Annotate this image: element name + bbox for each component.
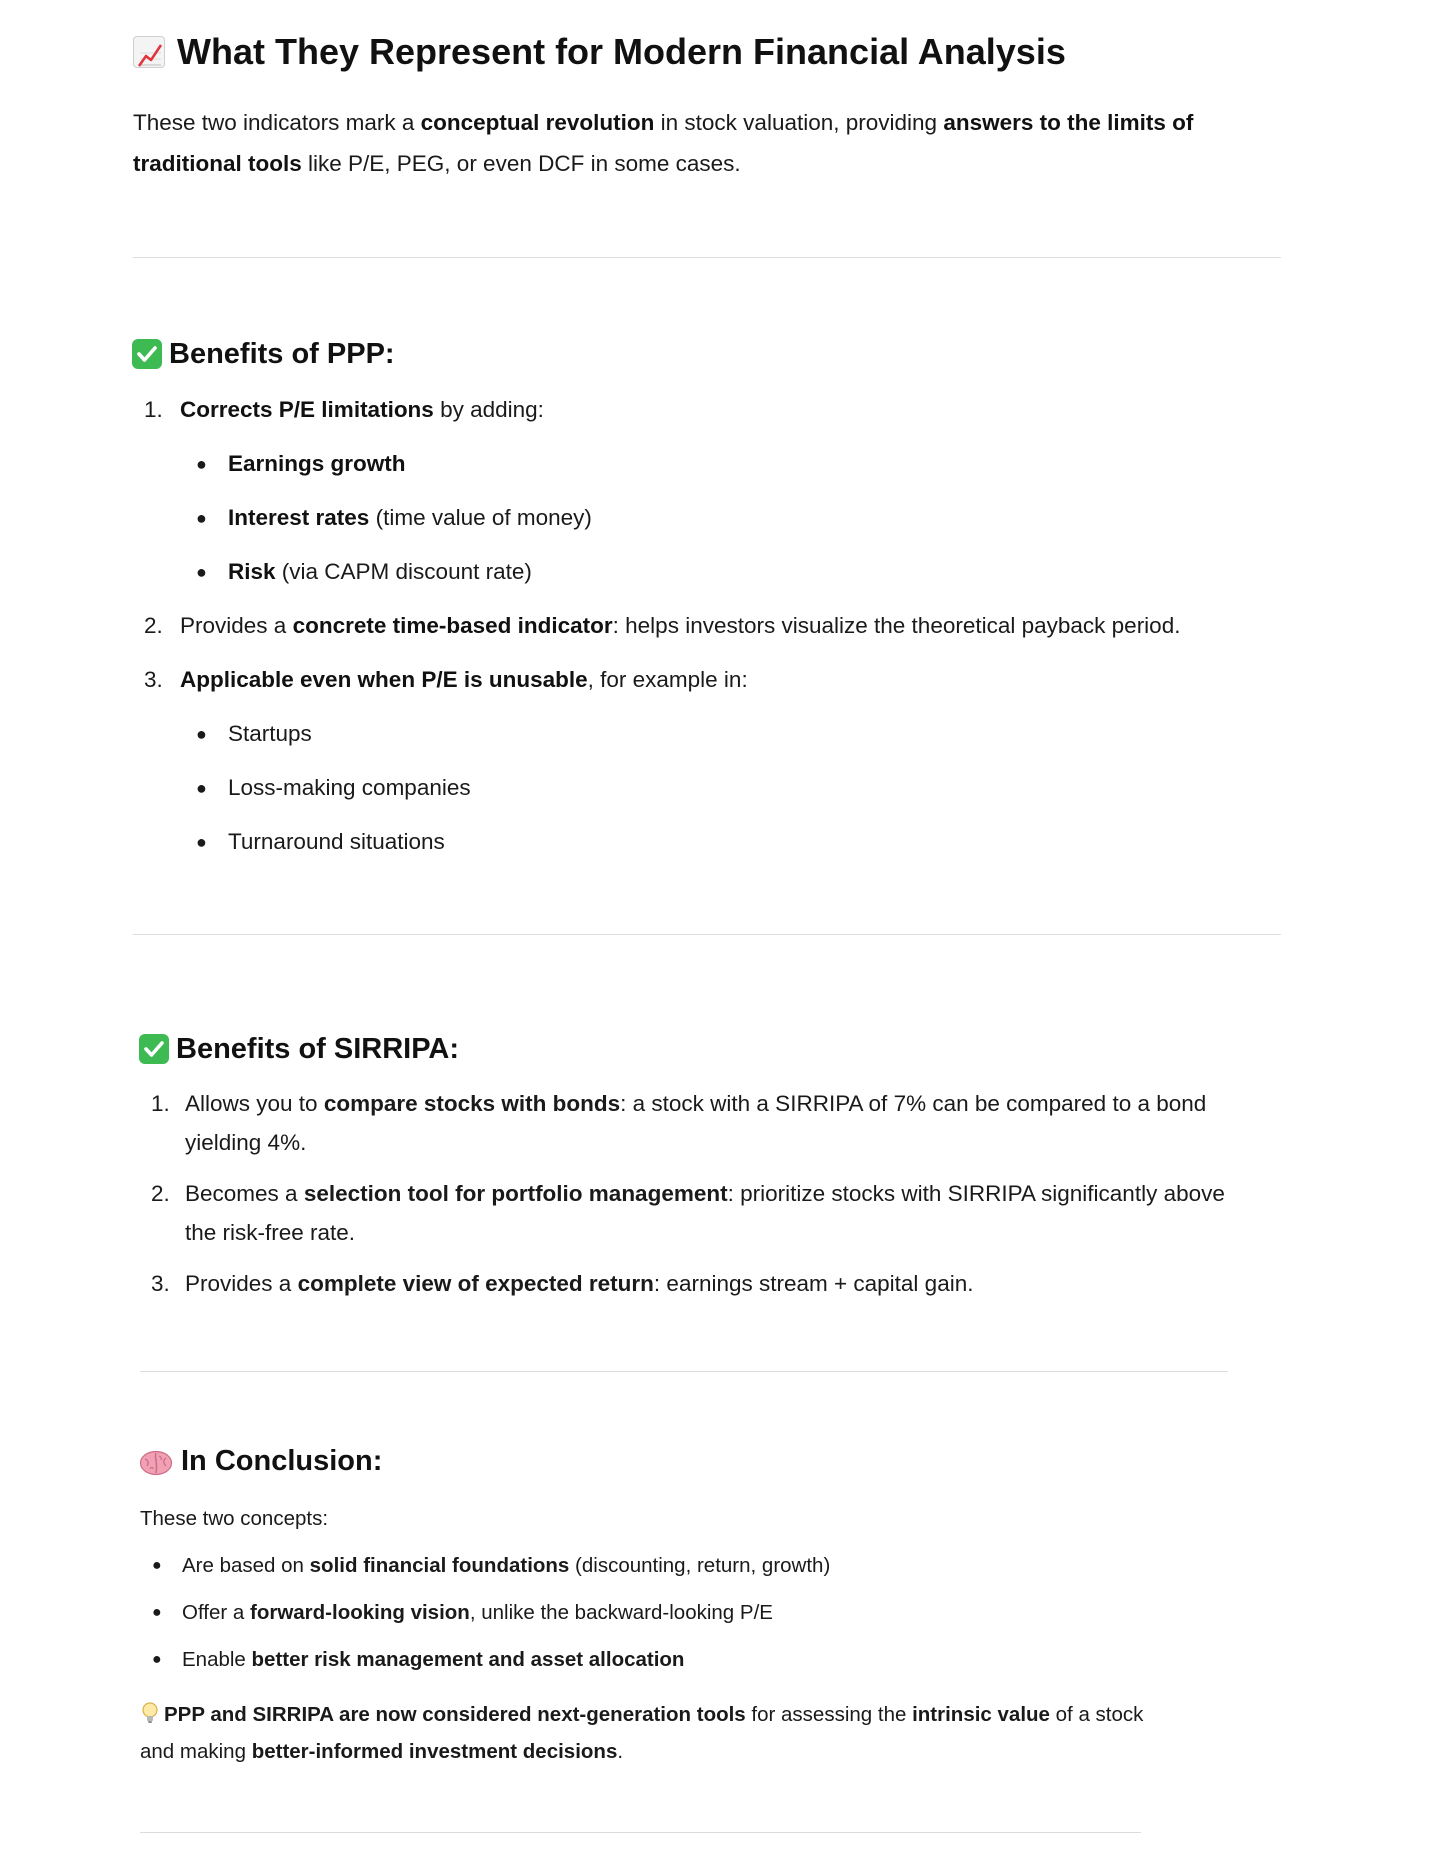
list-item: ● Risk (via CAPM discount rate) [196,559,532,584]
list-item: 1. Allows you to compare stocks with bonds: a stock with a SIRRIPA of 7% can be compared to a bond yielding 4%. [151,1091,1207,1155]
list-item: ● Enable better risk management and asset allocation [152,1648,685,1671]
conclusion-heading: In Conclusion: [139,1442,382,1480]
check-mark-button-icon [139,1034,169,1064]
divider [140,1371,1228,1372]
list-item: ● Startups [196,721,312,746]
list-item: 3. Provides a complete view of expected return: earnings stream + capital gain. [151,1271,974,1296]
page-title [133,30,1066,74]
list-item: ● Interest rates (time value of money) [196,505,592,530]
brain-icon [139,1448,173,1474]
list-item: 1. Corrects P/E limitations by adding: [144,397,544,422]
divider [133,934,1281,935]
conclusion-final: PPP and SIRRIPA are now considered next-generation tools for assessing the intrinsic value of a stock and making better-informed investment decisions. [140,1696,1150,1770]
list-item: 2. Becomes a selection tool for portfolio management: prioritize stocks with SIRRIPA significantly above the risk-free rate. [151,1181,1225,1245]
list-item: ● Are based on solid financial foundations (discounting, return, growth) [152,1554,831,1577]
check-mark-button-icon [132,339,162,369]
intro-paragraph: These two indicators mark a conceptual revolution in stock valuation, providing answers to the limits of traditional tools like P/E, PEG, or even DCF in some cases. [133,110,1194,176]
list-item: ● Offer a forward-looking vision, unlike the backward-looking P/E [152,1601,773,1624]
ppp-heading: Benefits of PPP: [132,335,395,373]
list-item: 3. Applicable even when P/E is unusable, for example in: [144,667,748,692]
light-bulb-icon [140,1700,160,1724]
divider [133,257,1281,258]
list-item: 2. Provides a concrete time-based indicator: helps investors visualize the theoretical payback period. [144,613,1181,638]
list-item: ● Loss-making companies [196,775,471,800]
sirripa-heading: Benefits of SIRRIPA: [139,1030,459,1068]
page-title-text: What They Represent for Modern Financial Analysis [177,31,1066,72]
conclusion-intro: These two concepts: [140,1507,329,1530]
chart-increasing-icon [133,36,165,68]
divider [140,1832,1141,1833]
list-item: ● Earnings growth [196,451,406,476]
list-item: ● Turnaround situations [196,829,445,854]
